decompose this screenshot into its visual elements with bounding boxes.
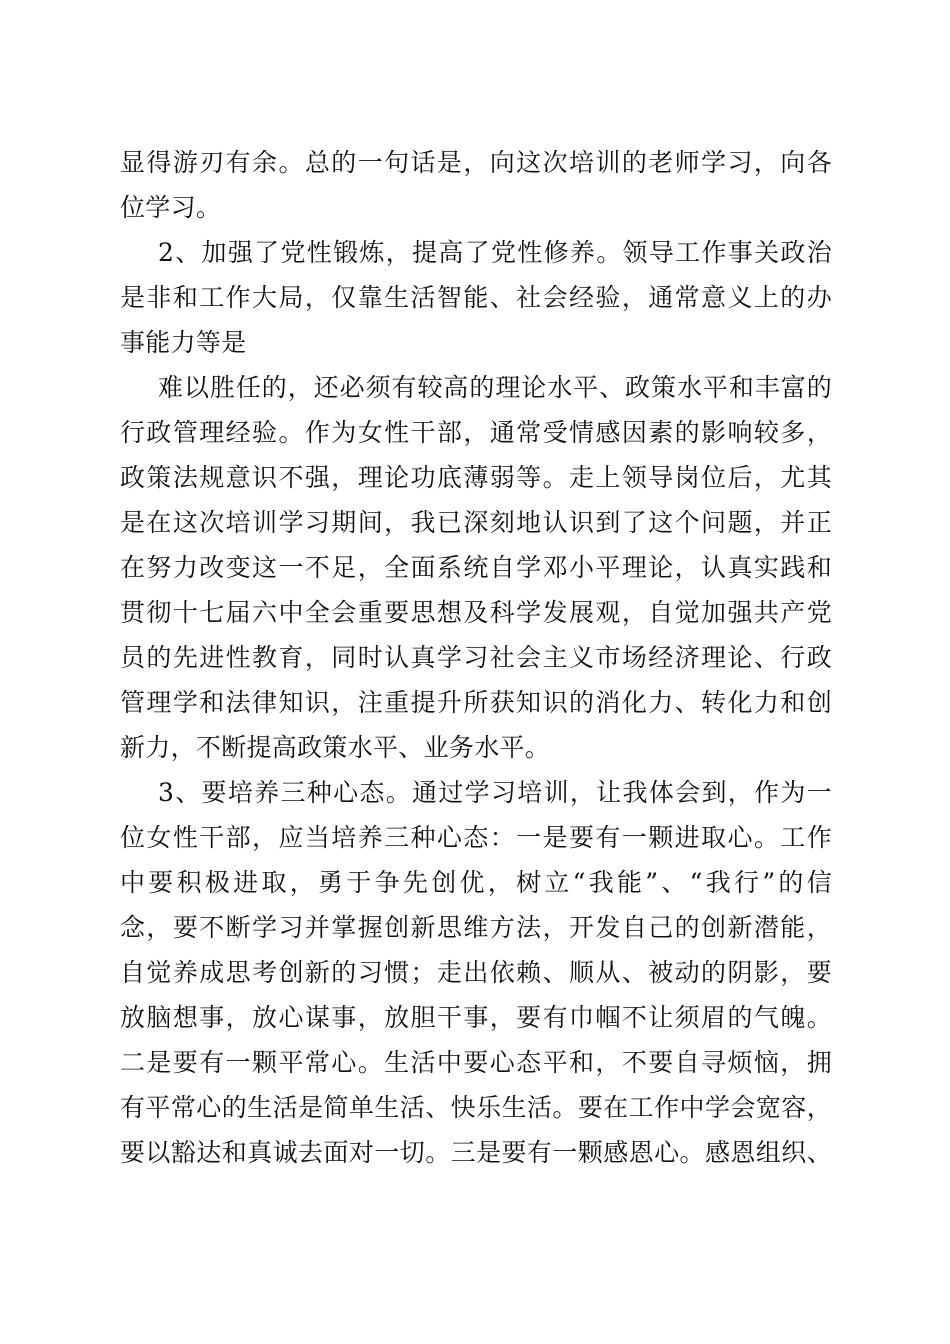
text-line: 中要积极进取，勇于争先创优，树立“我能”、“我行”的信 [120, 868, 832, 897]
text-line: 新力，不断提高政策水平、业务水平。 [120, 733, 551, 762]
text-line: 二是要有一颗平常心。生活中要心态平和，不要自寻烦恼，拥 [120, 1048, 832, 1077]
text-line: 贯彻十七届六中全会重要思想及科学发展观，自觉加强共产党 [120, 598, 832, 627]
text-line: 位学习。 [120, 193, 222, 222]
text-line: 是非和工作大局，仅靠生活智能、社会经验，通常意义上的办 [120, 283, 832, 312]
text-line: 管理学和法律知识，注重提升所获知识的消化力、转化力和创 [120, 688, 832, 717]
text-line: 政策法规意识不强，理论功底薄弱等。走上领导岗位后，尤其 [120, 463, 832, 492]
text-line: 行政管理经验。作为女性干部，通常受情感因素的影响较多， [120, 418, 832, 447]
text-line: 放脑想事，放心谋事，放胆干事，要有巾帼不让须眉的气魄。 [120, 1003, 832, 1032]
text-line: 难以胜任的，还必须有较高的理论水平、政策水平和丰富的 [158, 373, 832, 402]
text-line: 要以豁达和真诚去面对一切。三是要有一颗感恩心。感恩组织、 [120, 1138, 832, 1167]
text-line: 有平常心的生活是简单生活、快乐生活。要在工作中学会宽容， [120, 1093, 832, 1122]
text-line: 在努力改变这一不足，全面系统自学邓小平理论，认真实践和 [120, 553, 832, 582]
text-line: 自觉养成思考创新的习惯；走出依赖、顺从、被动的阴影，要 [120, 958, 832, 987]
text-line: 显得游刃有余。总的一句话是，向这次培训的老师学习，向各 [120, 148, 832, 177]
text-line: 员的先进性教育，同时认真学习社会主义市场经济理论、行政 [120, 643, 832, 672]
text-line: 是在这次培训学习期间，我已深刻地认识到了这个问题，并正 [120, 508, 832, 537]
text-line: 念，要不断学习并掌握创新思维方法，开发自己的创新潜能， [120, 913, 832, 942]
text-line: 2、加强了党性锻炼，提高了党性修养。领导工作事关政治 [158, 238, 832, 267]
text-line: 位女性干部，应当培养三种心态：一是要有一颗进取心。工作 [120, 823, 832, 852]
text-line: 3、要培养三种心态。通过学习培训，让我体会到，作为一 [158, 778, 832, 807]
text-line: 事能力等是 [120, 328, 247, 357]
